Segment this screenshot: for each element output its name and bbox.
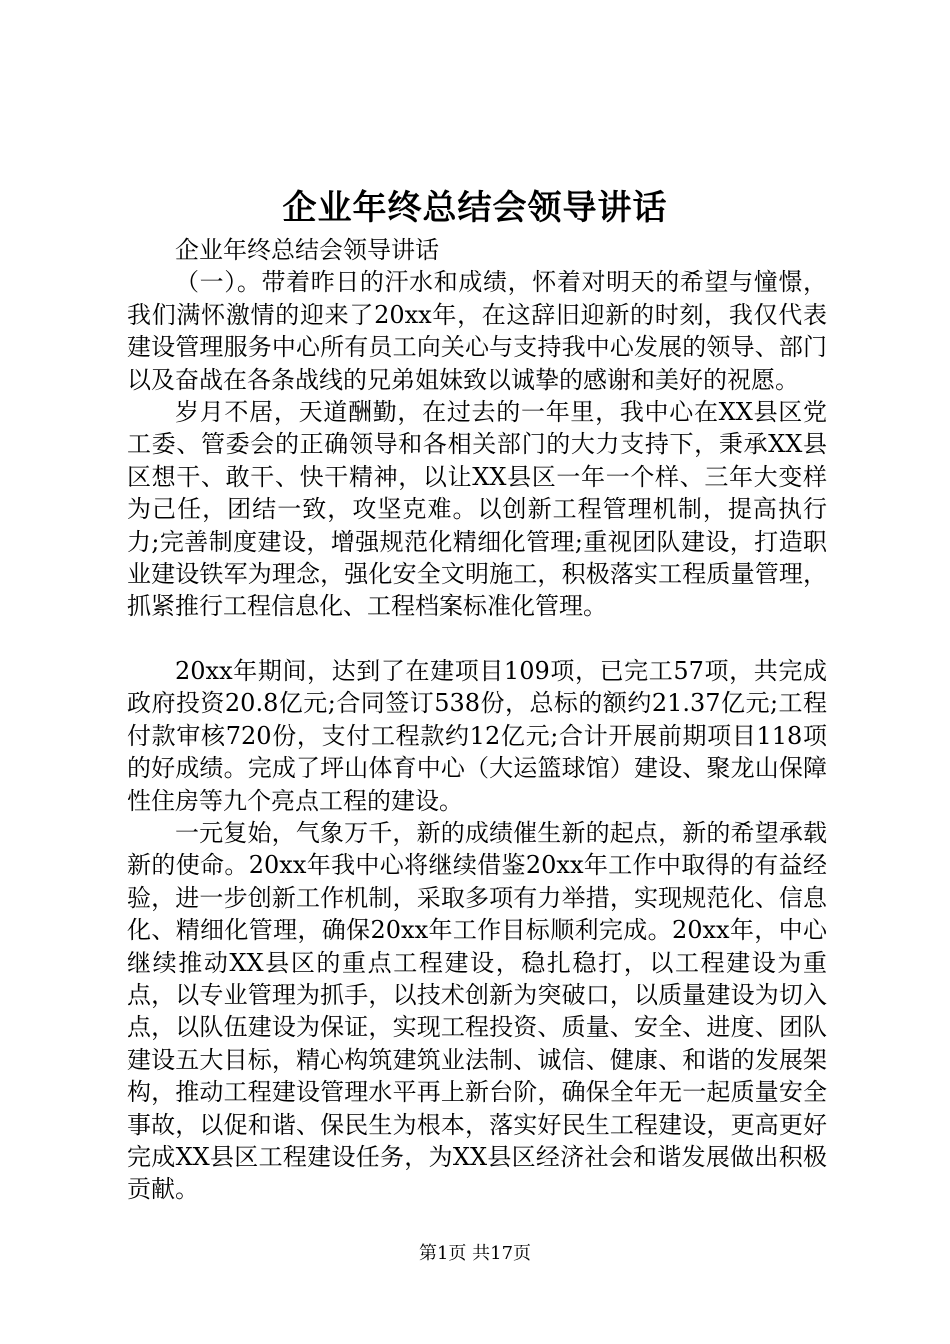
document-body (127, 234, 827, 1206)
paragraph-outlook: 一元复始，气象万千，新的成绩催生新的起点，新的希望承载新的使命。20xx年我中心将继续借鉴20xx年工作中取得的有益经验，进一步创新工作机制，采取多项有力举措，实现规范化、信息化、精细化管理，确保20xx年工作目标顺利完成。20xx年，中心继续推动XX县区的重点工程建设，稳扎稳打，以工程建设为重点，以专业管理为抓手，以技术创新为突破口，以质量建设为切入点，以队伍建设为保证，实现工程投资、质量、安全、进度、团队建设五大目标，精心构筑建筑业法制、诚信、健康、和谐的发展架构，推动工程建设管理水平再上新台阶，确保全年无一起质量安全事故，以促和谐、保民生为根本，落实好民生工程建设，更高更好完成XX县区工程建设任务，为XX县区经济社会和谐发展做出积极贡献。 (127, 818, 827, 1204)
paragraph-opening: （一）。带着昨日的汗水和成绩，怀着对明天的希望与憧憬，我们满怀激情的迎来了20xx年，在这辞旧迎新的时刻，我仅代表建设管理服务中心所有员工向关心与支持我中心发展的领导、部门以及奋战在各条战线的兄弟姐妹致以诚挚的感谢和美好的祝愿。 (127, 268, 827, 394)
paragraph-achievements: 20xx年期间，达到了在建项目109项，已完工57项，共完成政府投资20.8亿元;合同签订538份，总标的额约21.37亿元;工程付款审核720份，支付工程款约12亿元;合计开展前期项目118项的好成绩。完成了坪山体育中心（大运篮球馆）建设、聚龙山保障性住房等九个亮点工程的建设。 (127, 656, 827, 815)
page-number-footer: 第1页 共17页 (418, 1243, 532, 1264)
paragraph-review: 岁月不居，天道酬勤，在过去的一年里，我中心在XX县区党工委、管委会的正确领导和各相关部门的大力支持下，秉承XX县区想干、敢干、快干精神，以让XX县区一年一个样、三年大变样为己任，团结一致，攻坚克难。以创新工程管理机制，提高执行力;完善制度建设，增强规范化精细化管理;重视团队建设，打造职业建设铁军为理念，强化安全文明施工，积极落实工程质量管理，抓紧推行工程信息化、工程档案标准化管理。 (127, 398, 827, 621)
document-title: 企业年终总结会领导讲话 (282, 188, 668, 228)
document-subtitle: 企业年终总结会领导讲话 (175, 236, 439, 264)
